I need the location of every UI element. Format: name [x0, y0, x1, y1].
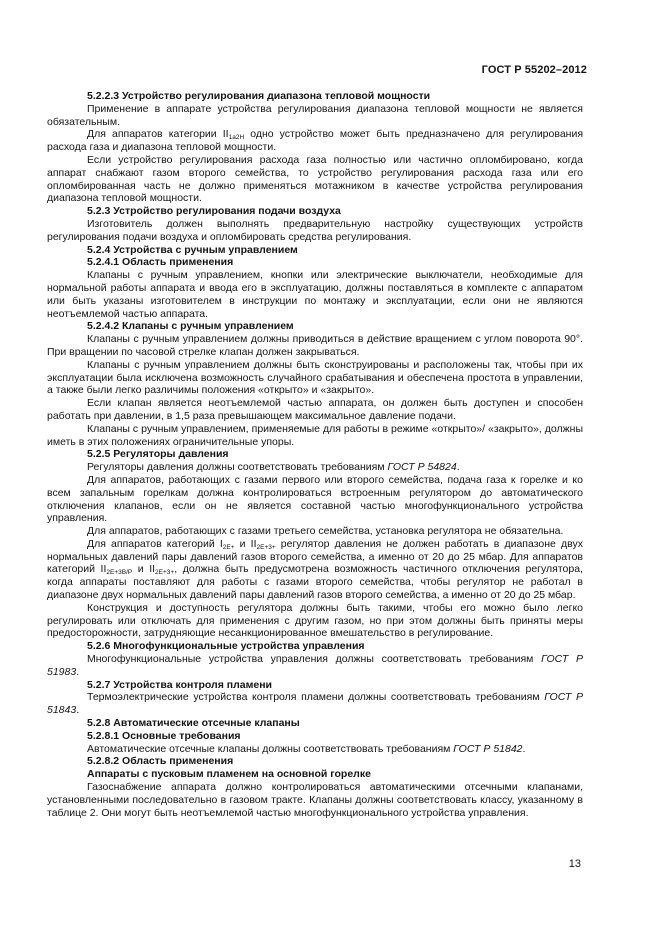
paragraph: Если клапан является неотъемлемой частью аппарата, он должен быть доступен и способен работать при давлении, в 1,5 раза превышающем максимальное давление подачи. [47, 397, 583, 422]
paragraph: Клапаны с ручным управлением, кнопки или электрические выключатели, необходимые для нормальной работы аппарата и ввода его в эксплуатацию, должны поставляться в комплекте с аппаратом или быть указаны изготовителем в инструкции по монтажу и эксплуатации, если они не являются неотъемлемой частью аппарата. [47, 269, 583, 320]
section-heading-5-2-8-2: 5.2.8.2 Область применения [87, 755, 234, 768]
section-heading-5-2-7: 5.2.7 Устройства контроля пламени [87, 678, 273, 691]
standard-reference: ГОСТ Р 51843 [47, 691, 583, 717]
subsection-heading: Аппараты с пусковым пламенем на основной горелке [87, 768, 371, 781]
paragraph: Газоснабжение аппарата должно контролироваться автоматическими отсечными клапанами, установленными последовательно в газовом тракте. Клапаны должны соответствовать классу, указанному в таблице 2. Они могут быть неотъемлемой частью многофункционального устройства управления. [47, 781, 583, 819]
paragraph: Клапаны с ручным управлением, применяемые для работы в режиме «открыто»/ «закрыто», должны иметь в этих положениях ограничительные упоры. [47, 422, 583, 448]
paragraph: Для аппаратов, работающих с газами третьего семейства, установка регулятора не обязательна. [87, 525, 564, 538]
paragraph: Для аппаратов категории $II_{1a2H}$ одно устройство может быть предназначено для регулирования расхода газа и диапазона тепловой мощности. [47, 128, 584, 154]
page-number: 13 [568, 858, 581, 870]
standard-reference: ГОСТ Р 51842 [453, 742, 523, 755]
paragraph: Если устройство регулирования расхода газа полностью или частично опломбировано, когда аппарат снабжают газом второго семейства, то устройство регулирования расхода газа или его опломбированная часть не должно применяться мотажником в качестве устройства регулирования диапазона тепловой мощности. [47, 153, 583, 205]
paragraph: Конструкция и доступность регулятора должны быть такими, чтобы его можно было легко регулировать или отключать для применения с другим газом, но при этом должны быть приняты меры предосторожности, затрудняющие несанкционированное вмешательство в регулирование. [47, 601, 583, 640]
section-heading-5-2-8: 5.2.8 Автоматические отсечные клапаны [87, 717, 300, 730]
section-heading-5-2-3: 5.2.3 Устройство регулирования подачи воздуха [87, 205, 341, 218]
paragraph: Изготовитель должен выполнять предварительную настройку существующих устройств регулирования подачи воздуха и опломбировать средства регулирования. [47, 217, 583, 243]
section-heading-5-2-4-1: 5.2.4.1 Область применения [87, 256, 234, 269]
paragraph: Термоэлектрические устройства контроля пламени должны соответствовать требованиям ГОСТ Р 51843. [47, 691, 583, 717]
section-heading-5-2-4: 5.2.4 Устройства с ручным управлением [87, 243, 298, 256]
paragraph: Применение в аппарате устройства регулирования диапазона тепловой мощности не является обязательным. [47, 102, 583, 128]
document-code: ГОСТ Р 55202–2012 [481, 64, 587, 76]
paragraph: Клапаны с ручным управлением должны приводиться в действие вращением с углом поворота 90°. При вращении по часовой стрелке клапан должен закрываться. [47, 333, 583, 358]
section-heading-5-2-8-1: 5.2.8.1 Основные требования [87, 729, 241, 742]
section-heading-5-2-2-3: 5.2.2.3 Устройство регулирования диапазона тепловой мощности [87, 90, 431, 102]
section-heading-5-2-5: 5.2.5 Регуляторы давления [87, 448, 229, 461]
standard-reference: ГОСТ Р 51983 [47, 653, 583, 678]
paragraph: Клапаны с ручным управлением должны быть сконструированы и расположены так, чтобы при их эксплуатации была исключена возможность случайного срабатывания и обеспечена простота в управлении, а также были легко различимы положения «открыто» и «закрыто». [47, 358, 583, 397]
paragraph: Для аппаратов, работающих с газами первого или второго семейства, подача газа к горелке и ко всем запальным горелкам должна контролироваться встроенным регулятором до автоматического отключения клапанов, если он не является составной частью многофункционального устройства управления. [47, 473, 583, 525]
document-body [47, 90, 583, 819]
paragraph: Регуляторы давления должны соответствовать требованиям ГОСТ Р 54824. [87, 461, 460, 474]
paragraph: Для аппаратов категорий $I_{2E+}$ и $II_{2E+3+}$ регулятор давления не должен работать в диапазоне двух нормальных давлений пары давлений газов второго семейства, а именно от 20 до 25 мбар. Для аппаратов категорий $II_{2E+3B/P}$ и $II_{2E+3+}$, должна быть предусмотрена возможность частичного отключения регулятора, когда аппараты поставляют для работы с газами второго семейства, чтобы регулятор не работал в диапазоне двух нормальных давлений пары давлений газов второго семейства, а именно от 20 до 25 мбар. [47, 537, 583, 602]
standard-reference: ГОСТ Р 54824 [387, 461, 457, 474]
section-heading-5-2-6: 5.2.6 Многофункциональные устройства управления [87, 640, 365, 653]
paragraph: Многофункциональные устройства управления должны соответствовать требованиям ГОСТ Р 51983. [47, 653, 583, 678]
paragraph: Автоматические отсечные клапаны должны соответствовать требованиям ГОСТ Р 51842. [87, 742, 526, 755]
section-heading-5-2-4-2: 5.2.4.2 Клапаны с ручным управлением [87, 320, 294, 333]
